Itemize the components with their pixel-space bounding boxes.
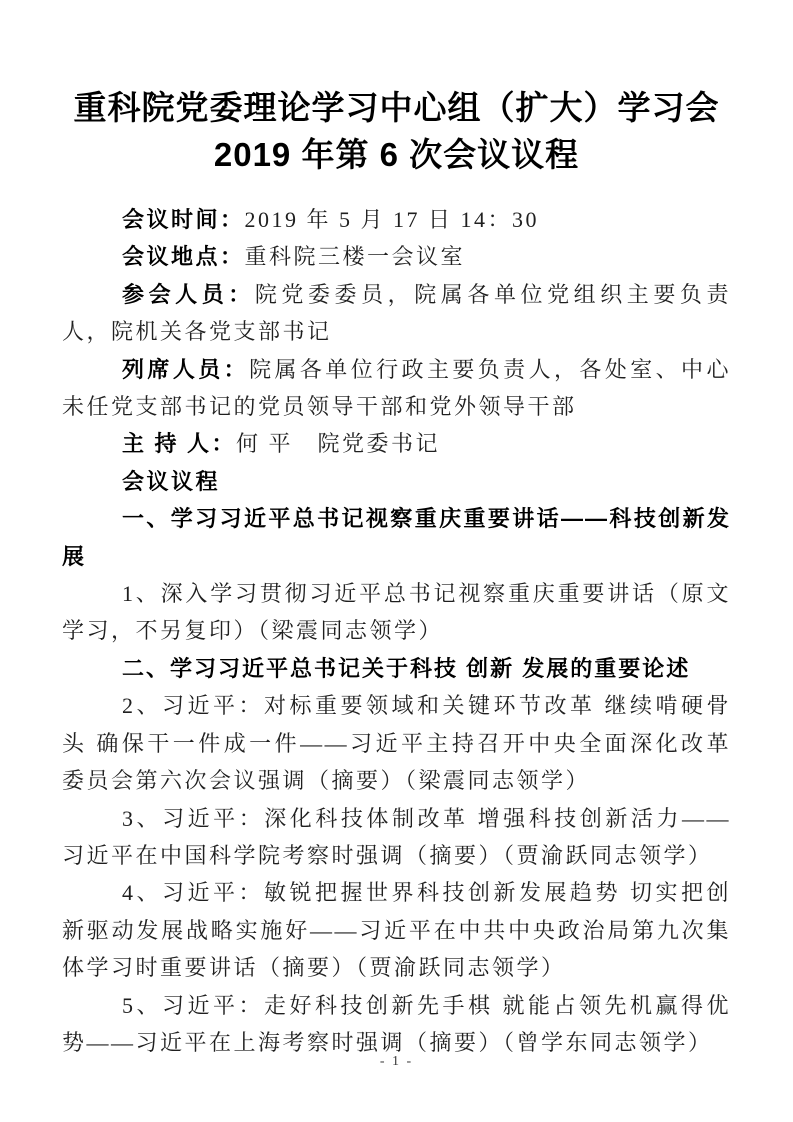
attendees-value: 院党委委员，院属各单位党组织主要负责人，院机关各党支部书记 (62, 281, 731, 345)
observers-label: 列席人员： (122, 356, 250, 382)
host-line (62, 425, 731, 462)
title-line-2: 2019 年第 6 次会议议程 (213, 136, 580, 173)
agenda-item-5: 5、习近平：走好科技创新先手棋 就能占领先机赢得优势——习近平在上海考察时强调（摘要）（曾学东同志领学） (62, 992, 731, 1055)
agenda-item-2: 2、习近平：对标重要领域和关键环节改革 继续啃硬骨头 确保干一件成一件——习近平主持召开中央全面深化改革委员会第六次会议强调（摘要）（梁震同志领学） (62, 693, 731, 794)
meeting-time-line (62, 201, 731, 238)
meeting-time-label: 会议时间： (122, 207, 245, 232)
section-title-2: 二、学习习近平总书记关于科技 创新 发展的重要论述 (122, 655, 691, 681)
document-body (62, 201, 731, 1061)
host-label: 主 持 人： (122, 431, 237, 457)
observers-value: 院属各单位行政主要负责人，各处室、中心未任党支部书记的党员领导干部和党外领导干部 (62, 356, 731, 420)
observers-line (62, 351, 731, 426)
meeting-location-label: 会议地点： (122, 244, 245, 270)
attendees-label: 参会人员： (122, 281, 255, 307)
page-number: - 1 - (379, 1054, 414, 1069)
meeting-time-value: 2019 年 5 月 17 日 14：30 (244, 207, 540, 232)
agenda-item-1: 1、深入学习贯彻习近平总书记视察重庆重要讲话（原文学习，不另复印）（梁震同志领学） (62, 581, 731, 644)
document-title (0, 0, 793, 178)
agenda-item-4: 4、习近平：敏锐把握世界科技创新发展趋势 切实把创新驱动发展战略实施好——习近平在中共中央政治局第九次集体学习时重要讲话（摘要）（贾渝跃同志领学） (62, 880, 731, 981)
meeting-location-value: 重科院三楼一会议室 (244, 244, 466, 270)
agenda-heading: 会议议程 (122, 468, 221, 494)
attendees-line (62, 276, 731, 351)
meeting-location-line (62, 238, 731, 275)
title-line-1: 重科院党委理论学习中心组（扩大）学习会 (73, 89, 720, 126)
agenda-item-3: 3、习近平：深化科技体制改革 增强科技创新活力——习近平在中国科学院考察时强调（摘要）（贾渝跃同志领学） (62, 805, 731, 868)
section-title-1: 一、学习习近平总书记视察重庆重要讲话——科技创新发展 (62, 506, 731, 569)
host-value: 何 平 院党委书记 (236, 431, 441, 457)
